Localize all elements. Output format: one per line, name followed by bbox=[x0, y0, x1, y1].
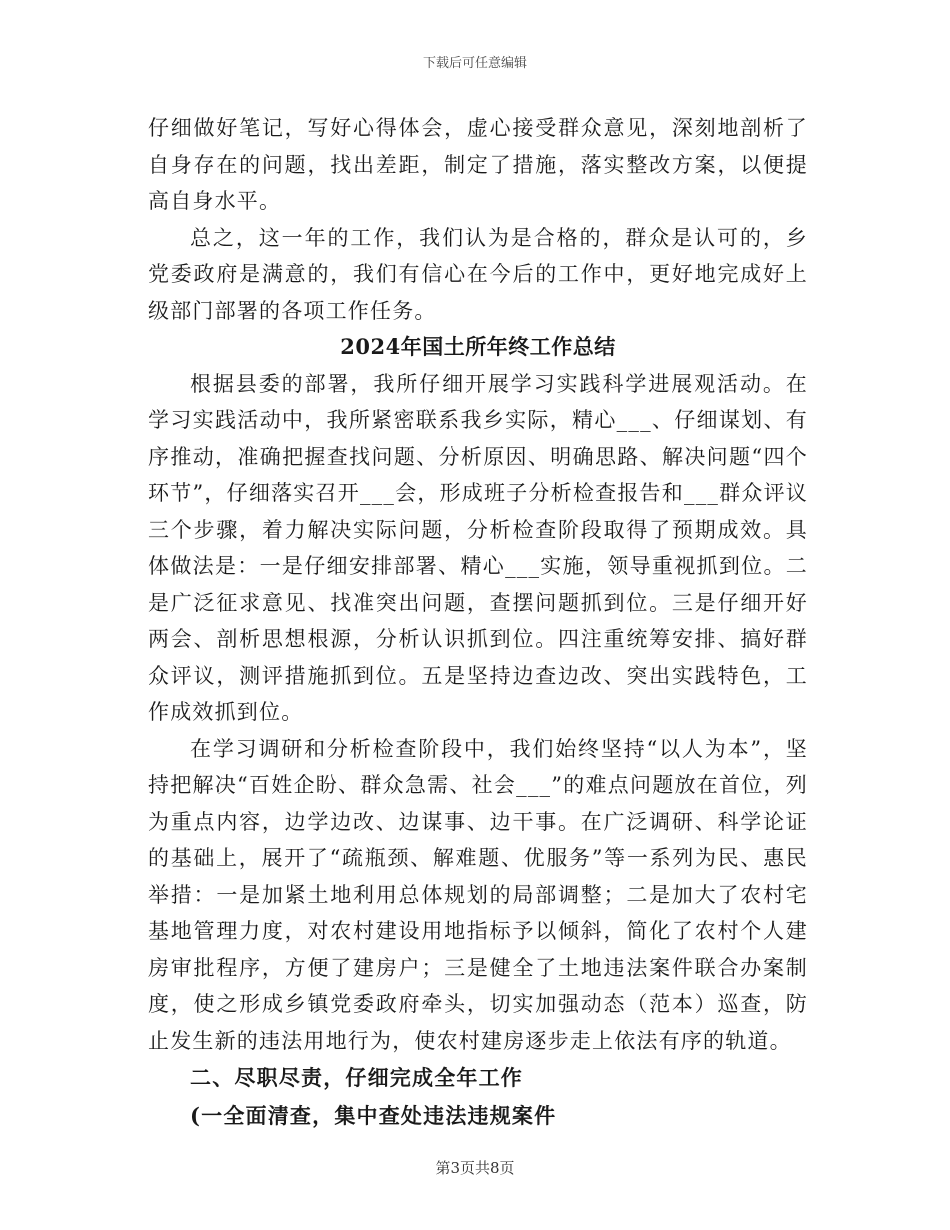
document-body bbox=[148, 110, 808, 1135]
paragraph-continued: 仔细做好笔记，写好心得体会，虚心接受群众意见，深刻地剖析了自身存在的问题，找出差距，制定了措施，落实整改方案，以便提高自身水平。 bbox=[148, 116, 808, 213]
page-header: 下载后可任意编辑 bbox=[422, 56, 527, 71]
subsection-heading-2-1: (一全面清查，集中查处违法违规案件 bbox=[190, 1103, 557, 1128]
page-footer: 第3页共8页 bbox=[435, 1159, 515, 1177]
section-heading-2: 二、尽职尽责，仔细完成全年工作 bbox=[190, 1065, 523, 1090]
paragraph-summary: 总之，这一年的工作，我们认为是合格的，群众是认可的，乡党委政府是满意的，我们有信心在今后的工作中，更好地完成好上级部门部署的各项工作任务。 bbox=[148, 225, 808, 323]
paragraph-1: 根据县委的部署，我所仔细开展学习实践科学进展观活动。在学习实践活动中，我所紧密联系我乡实际，精心___、仔细谋划、有序推动，准确把握查找问题、分析原因、明确思路、解决问题“四个环节”，仔细落实召开___会，形成班子分析检查报告和___群众评议三个步骤，着力解决实际问题，分析检查阶段取得了预期成效。具体做法是：一是仔细安排部署、精心___实施，领导重视抓到位。二是广泛征求意见、找准突出问题，查摆问题抓到位。三是仔细开好两会、剖析思想根源，分析认识抓到位。四注重统筹安排、搞好群众评议，测评措施抓到位。五是坚持边查边改、突出实践特色，工作成效抓到位。 bbox=[148, 371, 808, 724]
document-title: 2024年国土所年终工作总结 bbox=[340, 334, 616, 359]
paragraph-2: 在学习调研和分析检查阶段中，我们始终坚持“以人为本”，坚持把解决“百姓企盼、群众急需、社会___”的难点问题放在首位，列为重点内容，边学边改、边谋事、边干事。在广泛调研、科学论证的基础上，展开了“疏瓶颈、解难题、优服务”等一系列为民、惠民举措：一是加紧土地利用总体规划的局部调整；二是加大了农村宅基地管理力度，对农村建设用地指标予以倾斜，简化了农村个人建房审批程序，方便了建房户；三是健全了土地违法案件联合办案制度，使之形成乡镇党委政府牵头，切实加强动态（范本）巡查，防止发生新的违法用地行为，使农村建房逐步走上依法有序的轨道。 bbox=[148, 736, 808, 1053]
